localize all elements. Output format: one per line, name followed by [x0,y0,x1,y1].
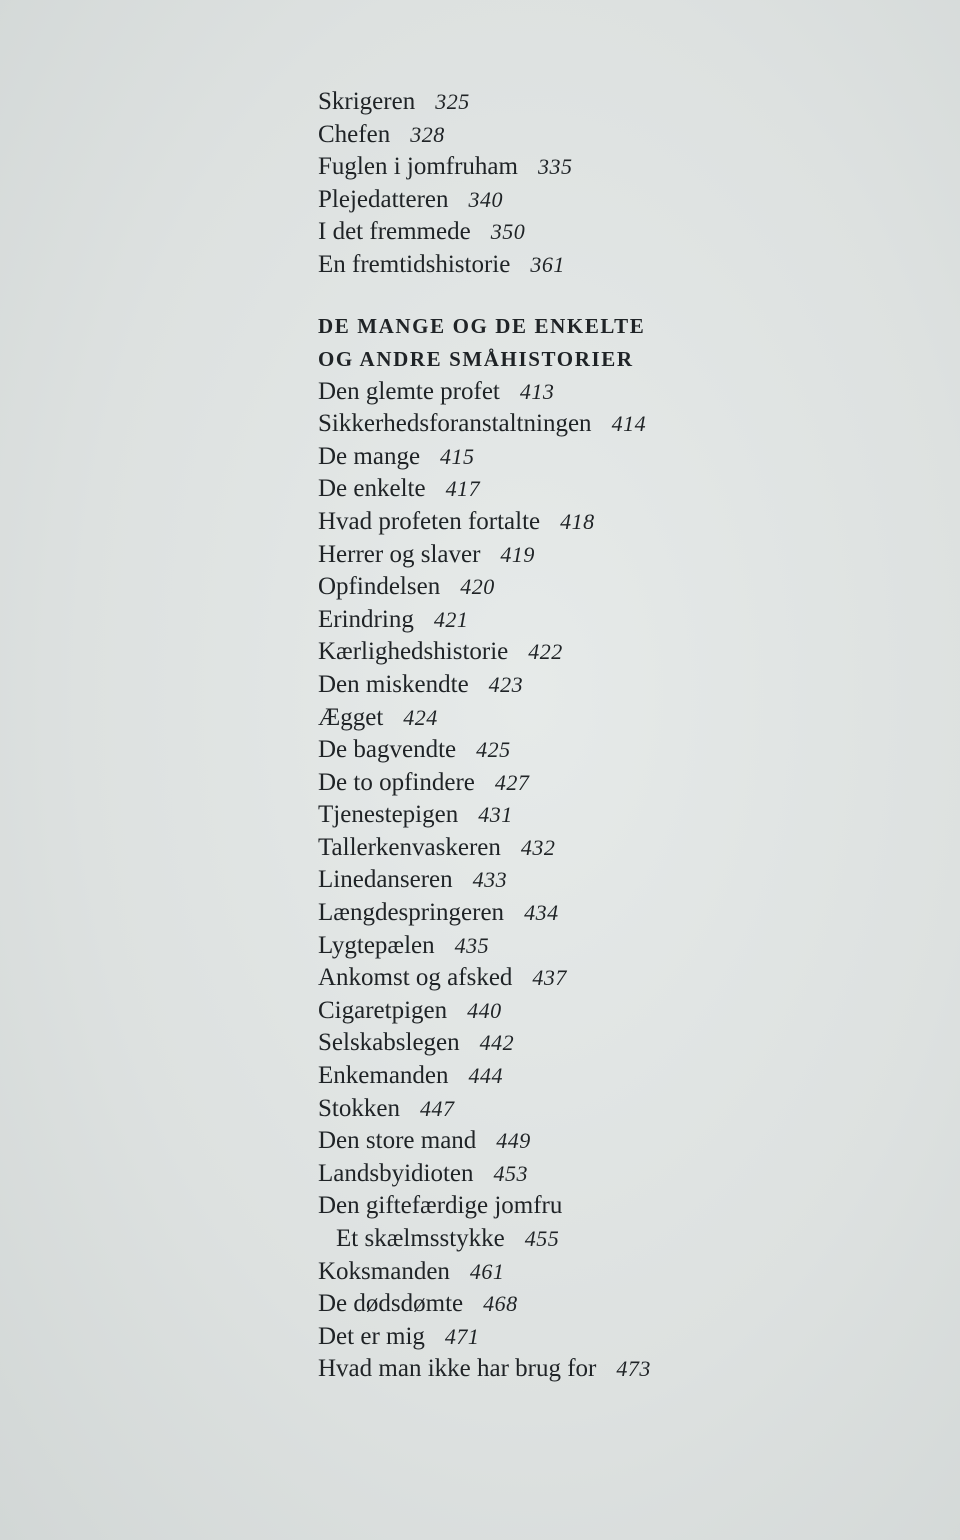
toc-entry-page-number: 471 [444,1323,480,1349]
toc-entry-title: Selskabslegen [318,1029,460,1057]
toc-entry-page-number: 444 [468,1063,504,1089]
toc-entry [318,930,838,963]
toc-list-section [318,376,838,1386]
toc-entry [318,897,838,930]
toc-entry-page-number: 415 [440,443,475,469]
toc-entry [318,184,838,217]
toc-entry-title: Linedanseren [318,866,453,894]
toc-entry [318,119,838,152]
toc-entry-title: Den glemte profet [318,377,500,405]
toc-list-top [318,86,838,282]
toc-entry [318,86,838,119]
toc-entry-page-number: 437 [532,965,567,991]
toc-entry-page-number: 325 [435,89,470,114]
toc-entry [318,1027,838,1060]
toc-entry-title: Ankomst og afsked [318,964,513,992]
toc-entry-page-number: 461 [469,1258,505,1284]
toc-entry-page-number: 424 [403,704,438,730]
toc-entry-title: Skrigeren [318,88,416,115]
toc-entry [318,1256,838,1289]
toc-entry-title: Plejedatteren [318,185,449,213]
toc-entry-page-number: 421 [433,606,469,632]
toc-entry [318,506,838,539]
toc-entry-page-number: 440 [467,997,502,1023]
toc-entry-page-number: 433 [472,867,508,893]
toc-entry-title: En fremtidshistorie [318,250,511,278]
toc-entry-page-number: 361 [530,251,565,277]
toc-entry-page-number: 413 [519,378,555,404]
toc-entry-page-number: 453 [493,1160,529,1186]
toc-entry-page-number: 434 [524,900,559,926]
toc-entry-page-number: 350 [490,219,526,245]
section-heading [318,310,838,376]
toc-entry-page-number: 432 [520,834,556,860]
toc-entry-title: Længdespringeren [318,899,505,927]
toc-entry [318,408,838,441]
toc-entry-page-number: 427 [494,769,530,795]
section-heading-line-2: OG ANDRE SMÅHISTORIER [318,346,634,371]
toc-entry [318,249,838,282]
toc-entry-page-number: 442 [479,1030,515,1056]
toc-entry [318,216,838,249]
toc-entry-title: Cigaretpigen [318,996,448,1024]
toc-entry [318,1353,838,1386]
toc-entry [318,669,838,702]
toc-entry-page-number: 473 [616,1356,651,1382]
toc-entry [318,995,838,1028]
toc-entry-title: Tjenestepigen [318,801,459,829]
toc-entry-title: Den giftefærdige jomfru [318,1192,563,1220]
table-of-contents [318,86,838,1386]
toc-entry-title: De dødsdømte [318,1290,464,1318]
toc-entry [318,151,838,184]
toc-entry [318,1060,838,1093]
toc-entry [318,473,838,506]
toc-entry-page-number: 425 [476,737,511,763]
toc-entry-page-number: 328 [410,121,445,147]
toc-entry [318,1223,838,1256]
toc-entry [318,864,838,897]
toc-entry-title: Stokken [318,1094,400,1122]
toc-entry-title: Kærlighedshistorie [318,638,509,666]
toc-entry [318,604,838,637]
toc-entry [318,767,838,800]
toc-entry-title: De enkelte [318,475,426,503]
toc-entry [318,376,838,409]
toc-entry [318,962,838,995]
toc-entry-title: De to opfindere [318,768,475,796]
toc-entry-title: I det fremmede [318,218,471,246]
toc-entry [318,571,838,604]
toc-entry [318,799,838,832]
toc-entry-page-number: 420 [460,574,495,600]
toc-entry [318,539,838,572]
toc-entry-page-number: 340 [468,186,503,212]
section-heading-line-1: DE MANGE OG DE ENKELTE [318,313,646,338]
toc-entry-title: Enkemanden [318,1062,449,1090]
toc-entry [318,734,838,767]
toc-entry-page-number: 414 [611,411,647,437]
toc-entry-title: Det er mig [318,1322,425,1350]
toc-entry-title: Tallerkenvaskeren [318,833,501,861]
toc-entry-page-number: 435 [454,932,490,958]
toc-entry-title: Sikkerhedsforanstaltningen [318,410,592,438]
toc-entry-page-number: 431 [478,802,513,828]
toc-entry [318,1158,838,1191]
toc-entry-page-number: 468 [483,1291,518,1317]
toc-entry-title: Herrer og slaver [318,540,481,568]
toc-entry-title: Opfindelsen [318,573,441,601]
toc-entry-page-number: 423 [488,671,524,697]
toc-entry [318,832,838,865]
toc-entry-title: Den store mand [318,1127,477,1155]
toc-entry-title: Den miskendte [318,670,469,698]
toc-entry-title: Lygtepælen [318,931,435,959]
toc-entry-page-number: 447 [419,1095,455,1121]
toc-entry [318,1321,838,1354]
toc-entry-page-number: 417 [445,476,481,502]
toc-entry-title: Hvad man ikke har brug for [318,1355,597,1383]
toc-entry-title: De mange [318,442,421,470]
toc-entry-page-number: 419 [500,541,535,567]
toc-entry [318,441,838,474]
toc-entry [318,636,838,669]
toc-entry-title: Erindring [318,605,414,633]
toc-entry-page-number: 455 [524,1226,560,1251]
toc-entry-page-number: 335 [537,154,573,180]
toc-entry-page-number: 418 [560,508,595,534]
toc-entry-title: Ægget [318,703,384,731]
toc-entry [318,1190,838,1223]
toc-entry [318,1093,838,1126]
toc-entry-title: Chefen [318,120,391,148]
toc-entry-title: Landsbyidioten [318,1159,474,1187]
toc-entry-title: Et skælmsstykke [336,1225,505,1252]
toc-entry-title: Hvad profeten fortalte [318,507,541,535]
toc-entry [318,1288,838,1321]
toc-entry-title: De bagvendte [318,736,457,764]
toc-entry-page-number: 422 [528,639,563,665]
toc-entry-title: Koksmanden [318,1257,450,1285]
toc-entry-page-number: 449 [496,1128,531,1154]
toc-entry-title: Fuglen i jomfruham [318,153,518,181]
toc-entry [318,1125,838,1158]
toc-entry [318,702,838,735]
